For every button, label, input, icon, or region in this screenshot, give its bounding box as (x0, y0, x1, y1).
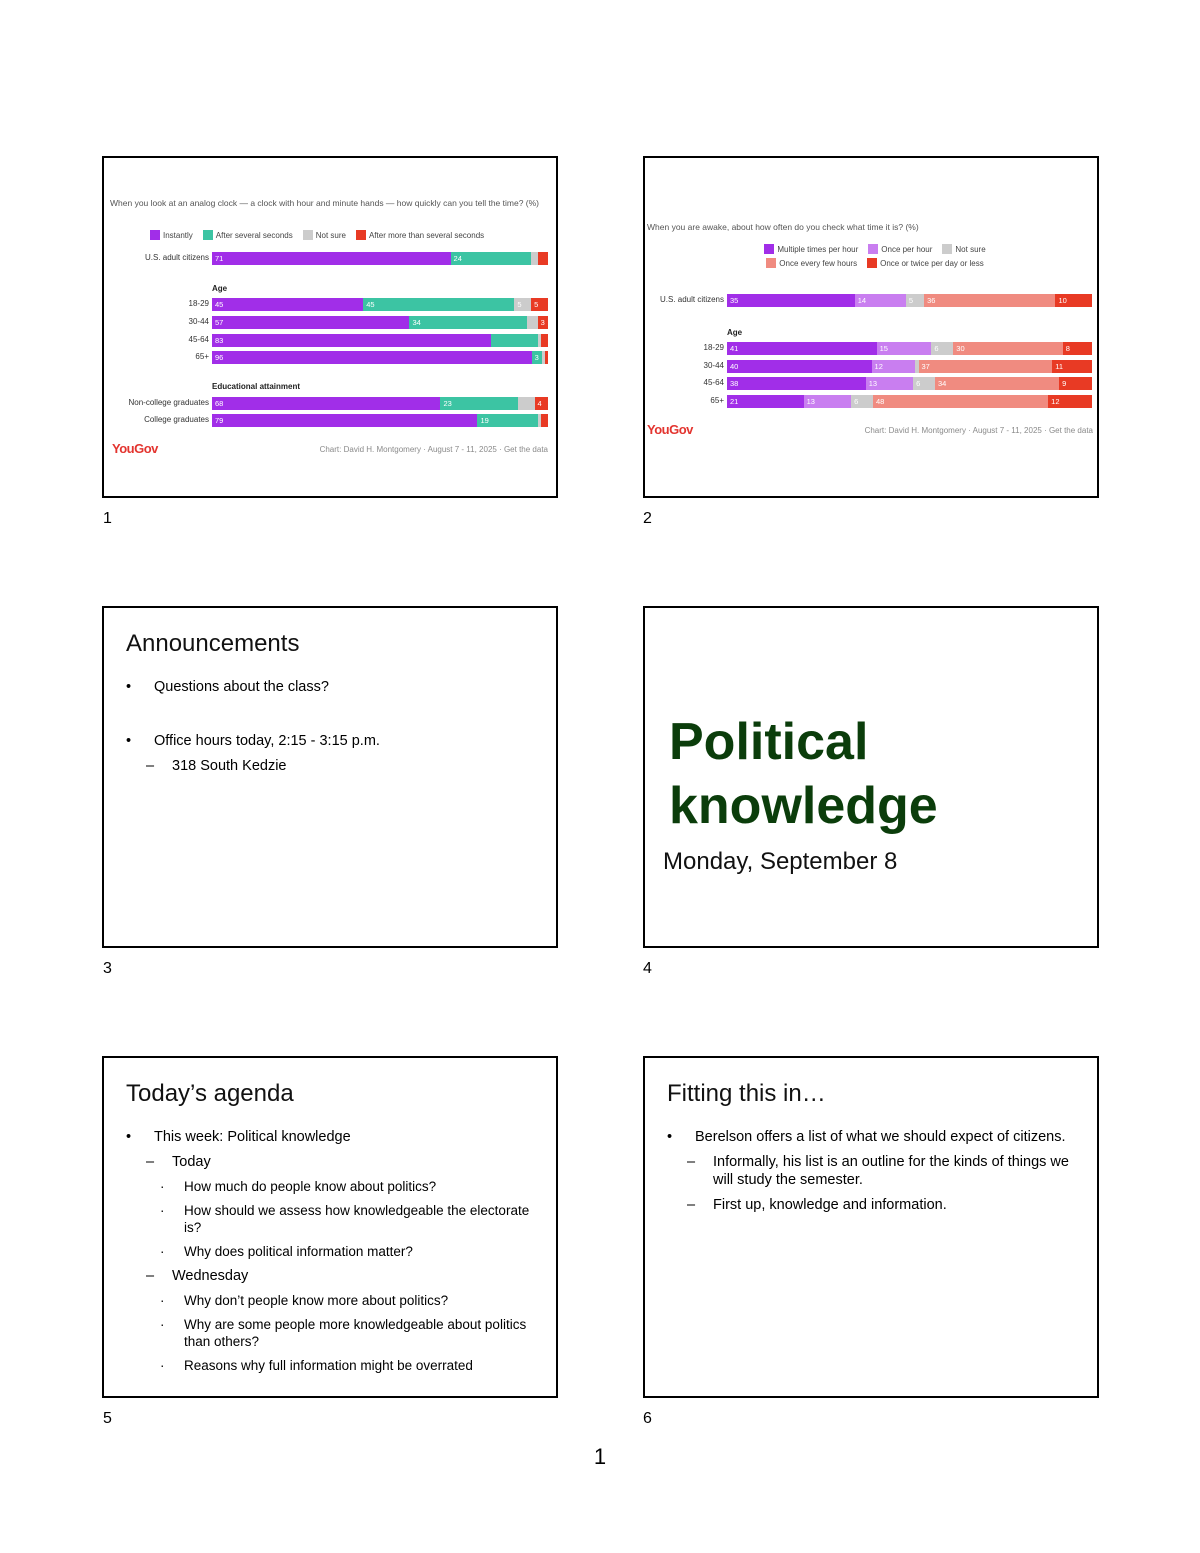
bar-segment (491, 334, 538, 347)
legend-item (303, 230, 346, 240)
bar-segment: 21 (727, 395, 804, 408)
bar-segment: 48 (873, 395, 1048, 408)
bullet-level-1: • Office hours today, 2:15 - 3:15 p.m. (126, 732, 534, 750)
bullet-level-2: – First up, knowledge and information. (667, 1196, 1075, 1214)
legend-swatch (867, 258, 877, 268)
chart-question: When you are awake, about how often do you check what time it is? (%) (647, 222, 919, 232)
stacked-bar (212, 316, 548, 329)
row-label: 65+ (195, 352, 209, 361)
bullet-level-2: – Informally, his list is an outline for the kinds of things we will study the semester. (667, 1153, 1075, 1189)
stacked-bar (212, 397, 548, 410)
bar-segment: 4 (535, 397, 548, 410)
stacked-bar (727, 377, 1092, 390)
slide-number: 3 (103, 960, 112, 977)
bar-segment: 19 (477, 414, 537, 427)
legend-swatch (203, 230, 213, 240)
bullet-level-3: · How should we assess how knowledgeable the electorate is? (126, 1202, 534, 1236)
legend-swatch (766, 258, 776, 268)
slide-title: Announcements (126, 630, 300, 657)
bar-segment: 38 (727, 377, 866, 390)
row-label: 30-44 (188, 317, 209, 326)
slide-number: 4 (643, 960, 652, 977)
row-label: U.S. adult citizens (144, 253, 209, 262)
bullet-level-2: – Wednesday (126, 1267, 534, 1285)
bar-segment: 14 (855, 294, 906, 307)
legend-label: Not sure (955, 244, 986, 254)
chart-credit: Chart: David H. Montgomery · August 7 - 11, 2025 · Get the data (864, 426, 1093, 435)
stacked-bar (212, 351, 548, 364)
slide-3 (102, 606, 558, 948)
bar-segment (541, 414, 548, 427)
group-label-age: Age (727, 328, 743, 337)
legend-swatch (764, 244, 774, 254)
legend-swatch (942, 244, 952, 254)
bar-segment: 40 (727, 360, 872, 373)
slide-4 (643, 606, 1099, 948)
legend-label: Instantly (163, 230, 193, 240)
bar-segment (518, 397, 535, 410)
bar-segment: 30 (953, 342, 1063, 355)
bullet-level-3: · Why does political information matter? (126, 1243, 534, 1260)
bar-segment: 6 (851, 395, 873, 408)
row-label: 18-29 (703, 343, 724, 352)
slide-subtitle: Monday, September 8 (663, 848, 898, 875)
stacked-bar (727, 395, 1092, 408)
legend-item (942, 244, 985, 254)
chart-credit: Chart: David H. Montgomery · August 7 - 11, 2025 · Get the data (319, 445, 548, 454)
yougov-logo: YouGov (647, 422, 693, 437)
legend-label: After more than several seconds (368, 230, 485, 240)
bar-segment: 57 (212, 316, 409, 329)
bar-segment: 8 (1063, 342, 1092, 355)
title-line-2: knowledge (669, 777, 938, 835)
chart-legend (150, 230, 536, 240)
legend-swatch (868, 244, 878, 254)
row-label: 30-44 (703, 361, 724, 370)
bullet-level-3: · Why don’t people know more about politics? (126, 1292, 534, 1309)
title-line-1: Political (669, 713, 869, 771)
bar-segment: 35 (727, 294, 855, 307)
bar-segment: 96 (212, 351, 532, 364)
slide-5 (102, 1056, 558, 1398)
bar-segment: 45 (363, 298, 514, 311)
stacked-bar (212, 298, 548, 311)
slide-title (669, 710, 938, 838)
bar-segment: 10 (1055, 294, 1092, 307)
stacked-bar (727, 342, 1092, 355)
slide-number: 1 (103, 510, 112, 527)
bar-segment (545, 351, 548, 364)
page-number: 1 (593, 1444, 607, 1469)
legend-item (356, 230, 484, 240)
bullet-level-1: • This week: Political knowledge (126, 1128, 534, 1146)
row-label: 45-64 (188, 335, 209, 344)
stacked-bar (727, 294, 1092, 307)
bar-segment (538, 252, 548, 265)
bullet-list (126, 678, 534, 782)
bar-segment: 15 (877, 342, 932, 355)
legend-item (868, 244, 932, 254)
bar-segment: 5 (531, 298, 548, 311)
yougov-logo: YouGov (112, 441, 158, 456)
legend-label: Once per hour (881, 244, 933, 254)
bar-segment: 37 (919, 360, 1053, 373)
chart-question: When you look at an analog clock — a clock with hour and minute hands — how quickly can you tell the time? (%) (110, 198, 539, 208)
group-label-education: Educational attainment (212, 382, 301, 391)
slide-title: Fitting this in… (667, 1080, 826, 1107)
bar-segment (531, 252, 538, 265)
bar-segment: 45 (212, 298, 363, 311)
bar-segment: 6 (913, 377, 935, 390)
bar-segment: 79 (212, 414, 477, 427)
row-label: College graduates (144, 415, 209, 424)
bullet-list (126, 1128, 534, 1381)
bar-segment: 12 (872, 360, 915, 373)
legend-label: Once or twice per day or less (880, 258, 984, 268)
row-label: U.S. adult citizens (659, 295, 724, 304)
slide-6 (643, 1056, 1099, 1398)
bar-segment: 9 (1059, 377, 1092, 390)
bar-segment: 5 (514, 298, 531, 311)
bullet-list (667, 1128, 1075, 1221)
group-label-age: Age (212, 284, 228, 293)
chart-legend (745, 244, 1005, 268)
legend-swatch (356, 230, 366, 240)
bar-segment: 34 (409, 316, 527, 329)
legend-item (867, 258, 984, 268)
bar-segment: 5 (906, 294, 924, 307)
bar-segment (541, 334, 548, 347)
bullet-level-2: – 318 South Kedzie (126, 757, 534, 775)
row-label: 65+ (710, 396, 724, 405)
bullet-level-3: · Why are some people more knowledgeable about politics than others? (126, 1316, 534, 1350)
slide-title: Today’s agenda (126, 1080, 294, 1107)
bar-segment: 68 (212, 397, 440, 410)
bullet-level-1: • Questions about the class? (126, 678, 534, 696)
bar-segment: 12 (1048, 395, 1092, 408)
stacked-bar (212, 334, 548, 347)
legend-label: Once every few hours (779, 258, 858, 268)
bar-segment: 34 (935, 377, 1059, 390)
bar-segment: 41 (727, 342, 877, 355)
bar-segment: 3 (532, 351, 542, 364)
bar-segment: 83 (212, 334, 491, 347)
legend-item (203, 230, 293, 240)
legend-label: After several seconds (215, 230, 293, 240)
stacked-bar (727, 360, 1092, 373)
legend-label: Not sure (315, 230, 346, 240)
bar-segment: 3 (538, 316, 548, 329)
bullet-level-1: • Berelson offers a list of what we should expect of citizens. (667, 1128, 1075, 1146)
legend-swatch (150, 230, 160, 240)
stacked-bar (212, 252, 548, 265)
bar-segment (527, 316, 537, 329)
bullet-level-2: – Today (126, 1153, 534, 1171)
bar-segment: 23 (440, 397, 517, 410)
row-label: Non-college graduates (128, 398, 209, 407)
bar-segment: 36 (924, 294, 1055, 307)
slide-2 (643, 156, 1099, 498)
legend-item (766, 258, 857, 268)
bar-segment: 13 (866, 377, 913, 390)
legend-swatch (303, 230, 313, 240)
slide-1 (102, 156, 558, 498)
row-label: 18-29 (188, 299, 209, 308)
bar-segment: 24 (451, 252, 532, 265)
stacked-bar (212, 414, 548, 427)
slide-number: 5 (103, 1410, 112, 1427)
bar-segment: 6 (931, 342, 953, 355)
legend-item (764, 244, 858, 254)
legend-label: Multiple times per hour (777, 244, 859, 254)
legend-item (150, 230, 193, 240)
row-label: 45-64 (703, 378, 724, 387)
bullet-level-3: · Reasons why full information might be overrated (126, 1357, 534, 1374)
bullet-level-3: · How much do people know about politics? (126, 1178, 534, 1195)
bar-segment: 13 (804, 395, 851, 408)
slide-number: 6 (643, 1410, 652, 1427)
bar-segment: 11 (1052, 360, 1092, 373)
slide-number: 2 (643, 510, 652, 527)
bar-segment: 71 (212, 252, 451, 265)
